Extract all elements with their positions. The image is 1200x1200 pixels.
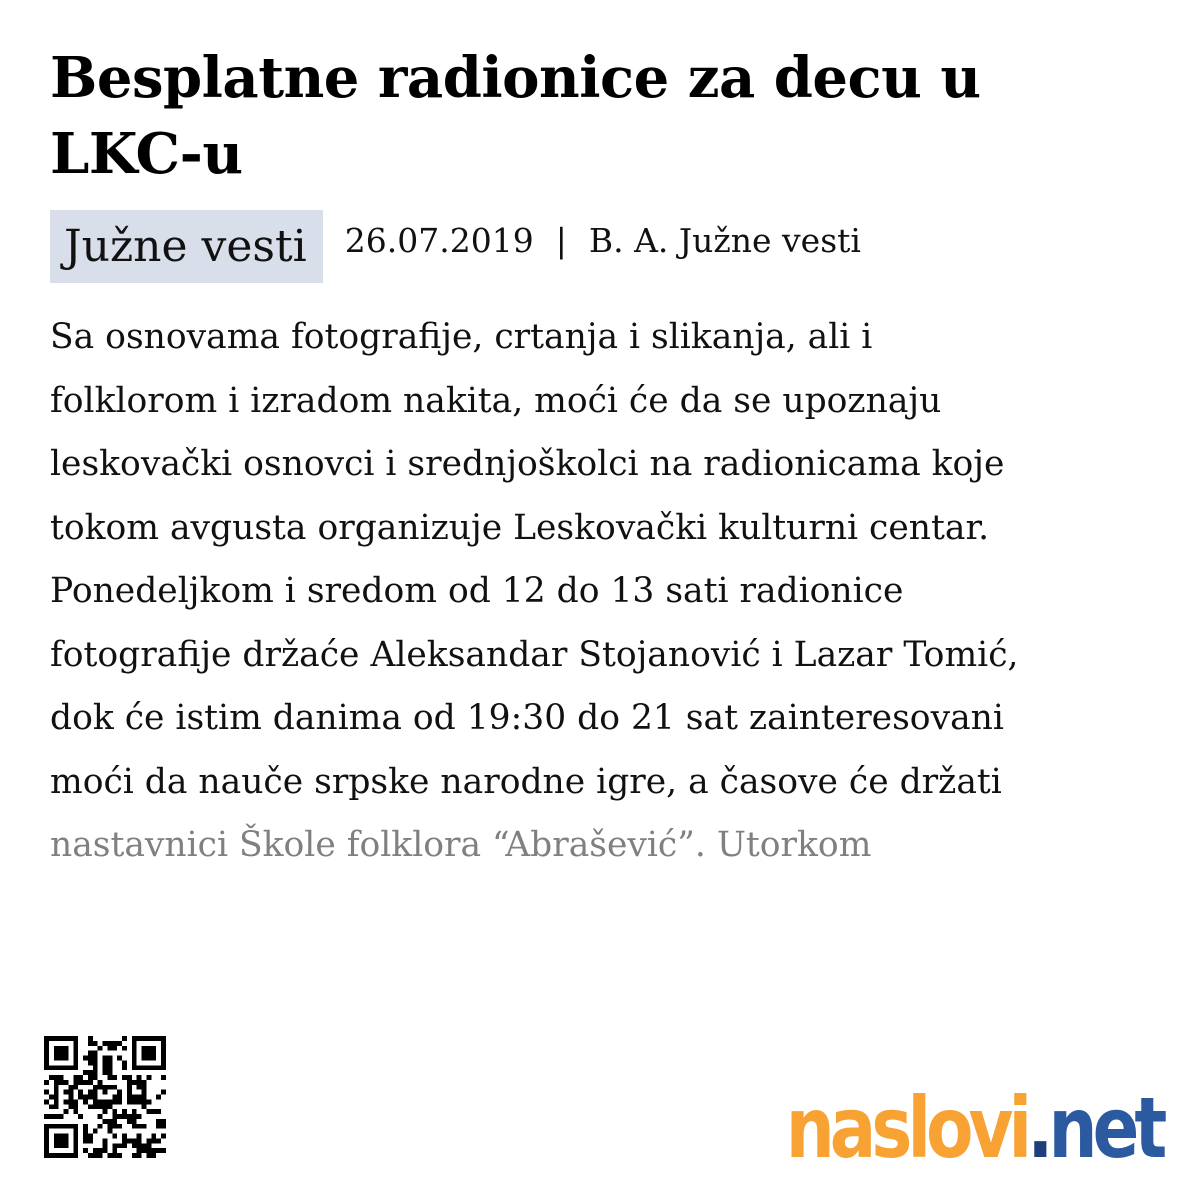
body-line: folklorom i izradom nakita, moći će da se upoznaju <box>50 380 942 421</box>
body-line: dok će istim danima od 19:30 do 21 sat zainteresovani <box>50 698 1004 738</box>
logo-text-dot: . <box>1026 1079 1049 1177</box>
qr-code-icon <box>44 1036 166 1158</box>
body-line: moći da nauče srpske narodne igre, a časove će držati <box>50 761 1002 802</box>
body-line: tokom avgusta organizuje Leskovački kulturni centar. <box>50 507 990 548</box>
meta-separator: | <box>555 221 567 260</box>
article-title-line-2: LKC-u <box>50 121 243 187</box>
body-line: Sa osnovama fotografije, crtanja i slikanja, ali i <box>50 317 873 357</box>
article-author: B. A. Južne vesti <box>588 221 861 260</box>
body-line: fotografije držaće Aleksandar Stojanović i Lazar Tomić, <box>50 634 1019 675</box>
naslovi-net-logo <box>785 1060 1162 1177</box>
logo-text-tld: net <box>1048 1079 1162 1177</box>
article-title-line-1: Besplatne radionice za decu u <box>50 45 981 111</box>
article-title <box>50 40 1150 192</box>
body-line: Ponedeljkom i sredom od 12 do 13 sati radionice <box>50 571 904 611</box>
body-line-faded: nastavnici Škole folklora “Abrašević”. Utorkom <box>50 825 872 865</box>
article-meta <box>50 210 861 283</box>
logo-text-main: naslovi <box>785 1079 1027 1177</box>
source-tag[interactable]: Južne vesti <box>50 210 323 283</box>
article-body <box>50 306 1160 876</box>
body-line: leskovački osnovci i srednjoškolci na radionicama koje <box>50 444 1005 484</box>
article-date: 26.07.2019 <box>344 221 534 260</box>
meta-info <box>345 221 861 260</box>
